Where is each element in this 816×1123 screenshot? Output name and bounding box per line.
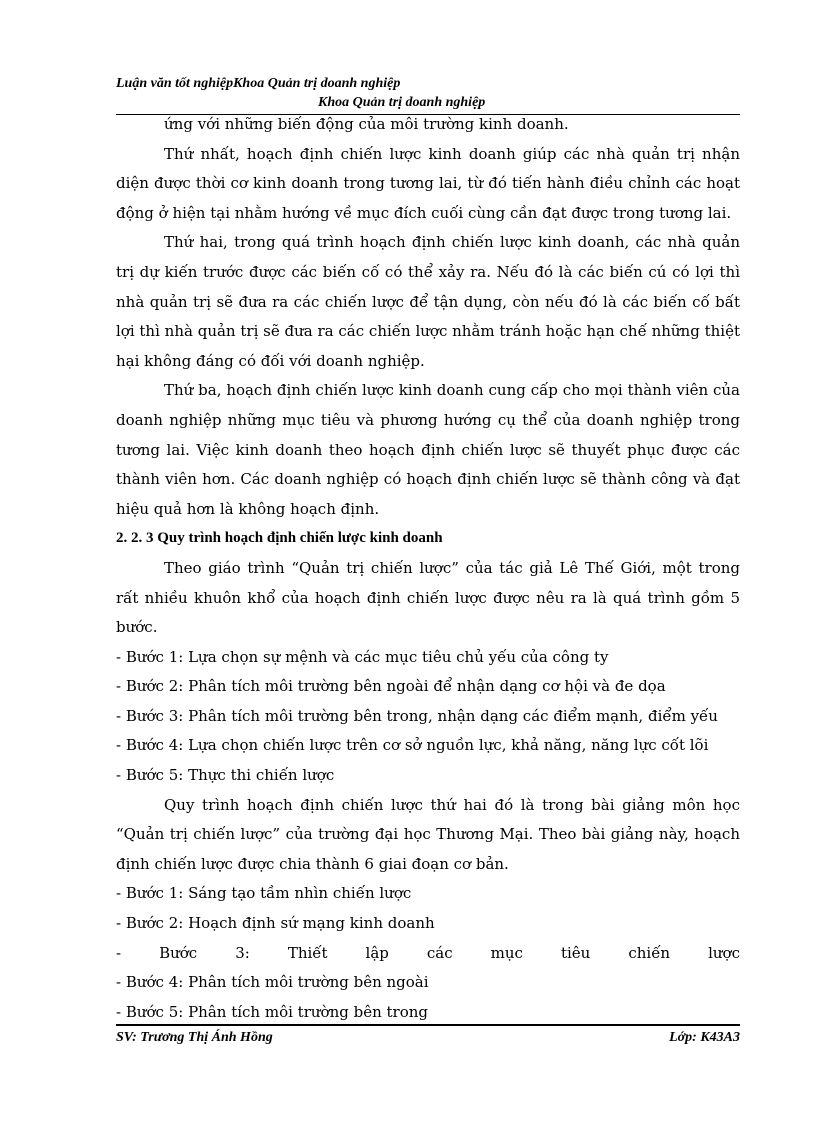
- section-heading: 2. 2. 3 Quy trình hoạch định chiến lược kinh doanh: [116, 530, 443, 547]
- paragraph: ứng với những biến động của môi trường kinh doanh.: [164, 115, 569, 133]
- list-item: - Bước 4: Phân tích môi trường bên ngoài: [116, 973, 429, 992]
- document-body: [116, 110, 740, 1027]
- paragraph: Thứ nhất, hoạch định chiến lược kinh doanh giúp các nhà quản trị nhận diện được thời cơ kinh doanh trong tương lai, từ đó tiến hành điều chỉnh các hoạt động ở hiện tại nhằm hướng về mục đích cuối cùng cần đạt được trong tương lai.: [116, 144, 740, 222]
- list-item: - Bước 5: Thực thi chiến lược: [116, 766, 335, 785]
- paragraph: Theo giáo trình “Quản trị chiến lược” của tác giả Lê Thế Giới, một trong rất nhiều khuôn khổ của hoạch định chiến lược được nêu ra là quá trình gồm 5 bước.: [116, 558, 740, 637]
- footer-class: Lớp: K43A3: [669, 1030, 740, 1045]
- header-subtitle: Khoa Quản trị doanh nghiệp: [318, 95, 486, 110]
- list-item: - Bước 3: Thiết lập các mục tiêu chiến lược: [116, 943, 740, 962]
- list-item: - Bước 5: Phân tích môi trường bên trong: [116, 1002, 429, 1021]
- paragraph: Thứ hai, trong quá trình hoạch định chiến lược kinh doanh, các nhà quản trị dự kiến trước được các biến cố có thể xảy ra. Nếu đó là các biến cú có lợi thì nhà quản trị sẽ đưa ra các chiến lược để tận dụng, còn nếu đó là các biến cố bất lợi thì nhà quản trị sẽ đưa ra các chiến lược nhằm tránh hoặc hạn chế những thiệt hại không đáng có đối với doanh nghiệp.: [116, 233, 740, 370]
- paragraph: Thứ ba, hoạch định chiến lược kinh doanh cung cấp cho mọi thành viên của doanh nghiệp những mục tiêu và phương hướng cụ thể của doanh nghiệp trong tương lai. Việc kinh doanh theo hoạch định chiến lược sẽ thuyết phục được các thành viên hơn. Các doanh nghiệp có hoạch định chiến lược sẽ thành công và đạt hiệu quả hơn là không hoạch định.: [116, 381, 740, 518]
- header-title: Luận văn tốt nghiệpKhoa Quản trị doanh nghiệp: [116, 76, 401, 91]
- list-item: - Bước 2: Hoạch định sứ mạng kinh doanh: [116, 914, 435, 933]
- list-item: - Bước 4: Lựa chọn chiến lược trên cơ sở nguồn lực, khả năng, năng lực cốt lõi: [116, 736, 709, 755]
- footer-divider: [116, 1024, 740, 1026]
- footer-student: SV: Trương Thị Ánh Hồng: [116, 1030, 273, 1045]
- list-item: - Bước 1: Lựa chọn sự mệnh và các mục tiêu chủ yếu của công ty: [116, 647, 609, 666]
- page-footer: [116, 1030, 740, 1046]
- list-item: - Bước 1: Sáng tạo tầm nhìn chiến lược: [116, 884, 412, 903]
- list-item: - Bước 2: Phân tích môi trường bên ngoài để nhận dạng cơ hội và đe dọa: [116, 677, 666, 696]
- list-item: - Bước 3: Phân tích môi trường bên trong, nhận dạng các điểm mạnh, điểm yếu: [116, 706, 718, 725]
- paragraph: Quy trình hoạch định chiến lược thứ hai đó là trong bài giảng môn học “Quản trị chiến lược” của trường đại học Thương Mại. Theo bài giảng này, hoạch định chiến lược được chia thành 6 giai đoạn cơ bản.: [116, 795, 740, 873]
